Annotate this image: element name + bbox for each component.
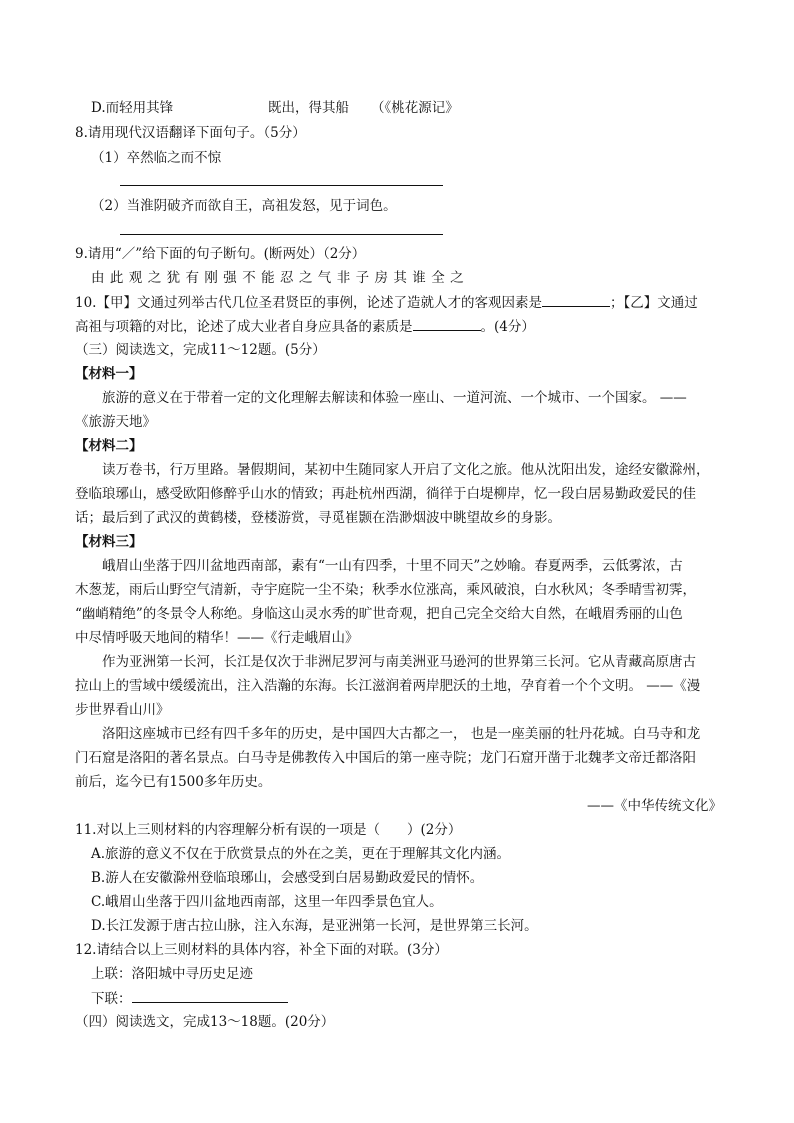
q8-answer-line-1[interactable] [120, 185, 443, 186]
q8-sentence-2: （2）当淮阴破齐而欲自王，高祖发怒，见于词色。 [91, 198, 397, 214]
q7-option-d-source: （《桃花源记》 [371, 100, 459, 116]
q12-lower-label: 下联： [91, 991, 132, 1007]
material-2-line-1: 读万卷书，行万里路。暑假期间，某初中生随同家人开启了文化之旅。他从沈阳出发，途经安徽滁州， [102, 462, 710, 478]
section-4-heading: （四）阅读选文，完成13～18题。(20分） [75, 1014, 335, 1030]
q10-line-2 [75, 316, 535, 337]
material-3-c-line-3: 前后，迄今已有1500多年历史。 [75, 774, 272, 790]
q11-stem: 11.对以上三则材料的内容理解分析有误的一项是（ ）(2分） [75, 822, 462, 838]
material-3-c-line-1: 洛阳这座城市已经有四千多年的历史，是中国四大古都之一， 也是一座美丽的牡丹花城。白马寺和龙 [102, 726, 701, 742]
material-3-a-line-3: “幽峭精绝”的冬景令人称绝。身临这山灵水秀的旷世奇观，把自己完全交给大自然，在峨眉秀丽的山色 [75, 606, 683, 622]
material-1-line-1: 旅游的意义在于带着一定的文化理解去解读和体验一座山、一道河流、一个城市、一个国家。 —— [102, 390, 687, 406]
q9-stem: 9.请用“／”给下面的句子断句。(断两处）（2分） [75, 246, 366, 262]
q11-option-c[interactable]: C.峨眉山坐落于四川盆地西南部，这里一年四季景色宜人。 [91, 894, 443, 910]
material-1-title: 【材料一】 [75, 366, 143, 382]
material-1-line-2: 《旅游天地》 [75, 414, 156, 430]
q10-line-1 [75, 292, 698, 313]
q11-option-b[interactable]: B.游人在安徽滁州登临琅琊山，会感受到白居易勤政爱民的情怀。 [91, 870, 484, 886]
q8-answer-line-2[interactable] [120, 234, 443, 235]
q10-blank-1[interactable] [542, 292, 610, 307]
material-3-title: 【材料三】 [75, 534, 143, 550]
material-2-line-2: 登临琅琊山，感受欧阳修醉乎山水的情致；再赴杭州西湖，徜徉于白堤柳岸，忆一段白居易勤政爱民的佳 [75, 486, 696, 502]
q7-option-d-mid: 既出，得其船 [268, 100, 349, 116]
material-3-b-line-1: 作为亚洲第一长河，长江是仅次于非洲尼罗河与南美洲亚马逊河的世界第三长河。它从青藏高原唐古 [102, 654, 696, 670]
material-3-b-line-3: 步世界看山川》 [75, 702, 170, 718]
q10-part-2: ；【乙】文通过 [609, 295, 698, 311]
q11-option-d[interactable]: D.长江发源于唐古拉山脉，注入东海，是亚洲第一长河，是世界第三长河。 [91, 918, 538, 934]
q10-part-1: 10.【甲】文通过列举古代几位圣君贤臣的事例，论述了造就人才的客观因素是 [75, 295, 542, 311]
material-3-a-line-1: 峨眉山坐落于四川盆地西南部，素有“一山有四季，十里不同天”之妙喻。春夏两季，云低雾浓，古 [102, 558, 683, 574]
q8-stem: 8.请用现代汉语翻译下面句子。（5分） [75, 125, 306, 141]
q12-lower-couplet [91, 988, 288, 1009]
material-2-line-3: 话；最后到了武汉的黄鹤楼，登楼游赏，寻觅崔颢在浩渺烟波中眺望故乡的身影。 [75, 510, 561, 526]
q12-stem: 12.请结合以上三则材料的具体内容，补全下面的对联。(3分） [75, 942, 448, 958]
material-3-c-line-2: 门石窟是洛阳的著名景点。白马寺是佛教传入中国后的第一座寺院；龙门石窟开凿于北魏孝文帝迁都洛阳 [75, 750, 696, 766]
q11-option-a[interactable]: A.旅游的意义不仅在于欣赏景点的外在之美，更在于理解其文化内涵。 [91, 846, 511, 862]
section-3-heading: （三）阅读选文，完成11～12题。(5分） [75, 342, 326, 358]
q8-sentence-1: （1）卒然临之而不惊 [91, 150, 222, 166]
q12-lower-blank[interactable] [132, 988, 288, 1003]
material-3-a-line-2: 木葱茏，雨后山野空气清新，寺宇庭院一尘不染；秋季水位涨高，乘风破浪，白水秋风；冬季晴雪初霁， [75, 582, 696, 598]
q10-part-4: 。(4分） [480, 319, 535, 335]
material-2-title: 【材料二】 [75, 438, 143, 454]
q7-option-d-label: D.而轻用其锋 [91, 100, 174, 116]
q10-blank-2[interactable] [413, 316, 481, 331]
material-3-c-source: ——《中华传统文化》 [587, 798, 722, 814]
q9-sentence: 由此观之犹有刚强不能忍之气非子房其谁全之 [91, 270, 469, 286]
q12-upper-couplet: 上联：洛阳城中寻历史足迹 [91, 966, 253, 982]
q7-option-d [91, 98, 173, 118]
q10-part-3: 高祖与项籍的对比，论述了成大业者自身应具备的素质是 [75, 319, 413, 335]
material-3-a-line-4: 中尽情呼吸天地间的精华！——《行走峨眉山》 [75, 630, 359, 646]
material-3-b-line-2: 拉山上的雪域中缓缓流出，注入浩瀚的东海。长江滋润着两岸肥沃的土地，孕育着一个个文明。 ——《漫 [75, 678, 701, 694]
